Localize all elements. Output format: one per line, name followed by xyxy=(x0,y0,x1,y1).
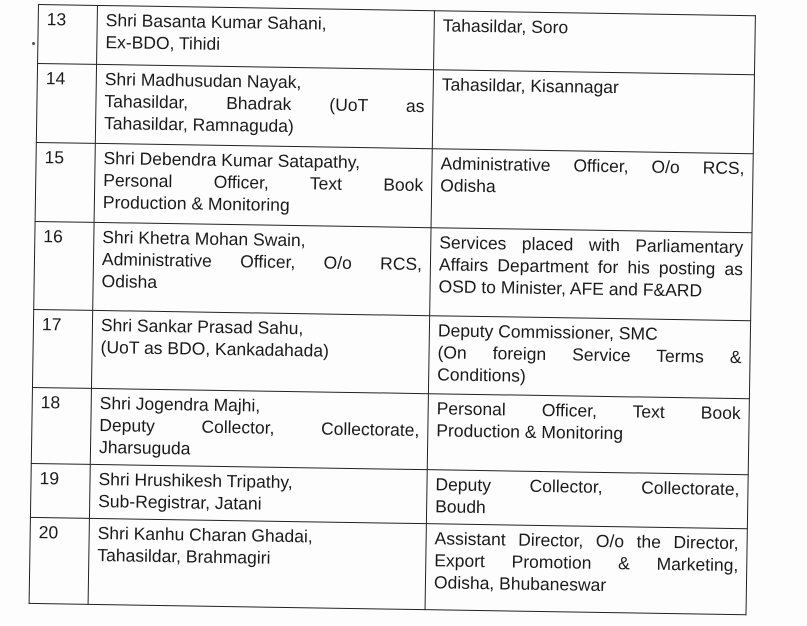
cell-text-line: Administrative Officer, O/o RCS, xyxy=(440,153,745,179)
officer-name-cell xyxy=(95,64,433,148)
posting-cell xyxy=(428,316,750,399)
cell-text-line: Shri Hrushikesh Tripathy, xyxy=(98,469,293,493)
cell-text-line: Odisha xyxy=(101,271,158,292)
serial-number-cell: 17 xyxy=(32,309,92,388)
posting-cell xyxy=(430,228,752,321)
serial-number-cell: 19 xyxy=(30,463,90,518)
officer-name-cell xyxy=(90,388,428,469)
cell-text-line: Jharsuguda xyxy=(98,437,191,459)
cell-text-line: Assistant Director, O/o the Director, xyxy=(434,528,739,554)
serial-number-cell: 15 xyxy=(35,142,95,222)
cell-text-line: Tahasildar, Bhadrak (UoT as xyxy=(104,91,425,117)
cell-text-line: Shri Debendra Kumar Satapathy, xyxy=(103,148,361,173)
cell-text-line: OSD to Minister, AFE and F&ARD xyxy=(438,276,703,301)
cell-text-line: Shri Madhusudan Nayak, xyxy=(104,69,302,93)
cell-text-line: Export Promotion & Marketing, xyxy=(434,550,739,576)
cell-text-line: Deputy Collector, Collectorate, xyxy=(99,415,420,441)
cell-text-line: Shri Basanta Kumar Sahani, xyxy=(105,10,327,34)
cell-text-line: Shri Sankar Prasad Sahu, xyxy=(100,315,304,339)
cell-text-line: Ex-BDO, Tihidi xyxy=(105,32,221,54)
scan-speck xyxy=(32,42,35,45)
table-row xyxy=(34,221,752,320)
cell-text-line: Conditions) xyxy=(437,364,526,386)
posting-table xyxy=(29,4,756,615)
table-row xyxy=(31,387,749,474)
cell-text-line: Sub-Registrar, Jatani xyxy=(98,491,262,514)
table-row xyxy=(36,64,754,154)
cell-text-line: Affairs Department for his posting as xyxy=(438,254,744,280)
cell-text-line: Tahasildar, Brahmagiri xyxy=(97,545,271,568)
cell-text-line: (UoT as BDO, Kankadahada) xyxy=(100,337,330,361)
cell-text-line: Shri Kanhu Charan Ghadai, xyxy=(97,523,313,547)
cell-text-line: Odisha xyxy=(440,175,496,197)
table-row xyxy=(29,517,747,614)
cell-text-line: (On foreign Service Terms & xyxy=(437,342,742,368)
cell-text-line: Shri Jogendra Majhi, xyxy=(99,393,261,416)
table-row xyxy=(35,142,753,232)
officer-name-cell xyxy=(89,464,427,523)
cell-text-line: Administrative Officer, O/o RCS, xyxy=(101,249,423,275)
cell-text-line: Production & Monitoring xyxy=(102,192,290,215)
cell-text-line: Services placed with Parliamentary xyxy=(439,232,744,258)
serial-number-cell: 20 xyxy=(29,517,89,604)
cell-text-line: Tahasildar, Soro xyxy=(442,15,569,38)
officer-name-cell xyxy=(91,310,429,393)
table-row xyxy=(32,309,750,398)
officer-name-cell xyxy=(88,518,426,609)
posting-cell xyxy=(427,394,749,475)
cell-text-line: Odisha, Bhubaneswar xyxy=(433,572,607,595)
cell-text-line: Personal Officer, Text Book xyxy=(103,170,424,196)
serial-number-cell: 18 xyxy=(31,387,91,464)
cell-text-line: Tahasildar, Kisannagar xyxy=(441,74,619,98)
serial-number-cell: 16 xyxy=(34,221,94,310)
officer-name-cell xyxy=(97,5,435,69)
officer-name-cell xyxy=(93,222,431,315)
cell-text-line: Shri Khetra Mohan Swain, xyxy=(102,227,306,251)
cell-text-line: Production & Monitoring xyxy=(436,420,624,444)
posting-cell xyxy=(431,149,753,233)
serial-number-cell: 13 xyxy=(38,5,98,65)
cell-text-line: Tahasildar, Ramnaguda) xyxy=(103,113,294,137)
posting-cell xyxy=(425,524,747,615)
posting-table-body xyxy=(29,5,755,615)
officer-name-cell xyxy=(94,143,432,227)
cell-text-line: Personal Officer, Text Book xyxy=(436,398,741,424)
cell-text-line: Boudh xyxy=(435,496,486,518)
posting-cell xyxy=(434,11,756,75)
cell-text-line: Deputy Collector, Collectorate, xyxy=(435,474,740,500)
posting-cell xyxy=(426,470,748,529)
cell-text-line: Deputy Commissioner, SMC xyxy=(437,320,658,344)
posting-cell xyxy=(432,70,754,154)
serial-number-cell: 14 xyxy=(36,64,96,144)
